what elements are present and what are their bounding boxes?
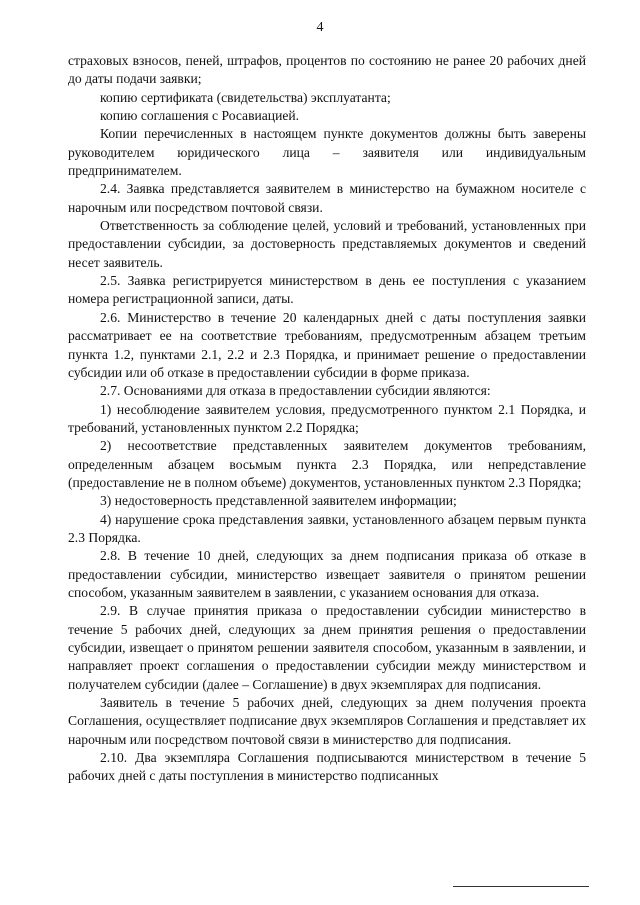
paragraph-2-5: 2.5. Заявка регистрируется министерством в день ее поступления с указанием номера регистрационной записи, даты. — [68, 273, 586, 307]
paragraph-certificate-copy: копию сертификата (свидетельства) эксплуатанта; — [100, 89, 391, 105]
list-item-refusal-2: 2) несоответствие представленных заявителем документов требованиям, определенным абзацем восьмым пункта 2.3 Порядка, или непредставление (предоставление не в полном объеме) документов, установленных пунктом 2.3 Порядка; — [68, 438, 586, 490]
page-number: 4 — [316, 20, 324, 35]
paragraph-2-6: 2.6. Министерство в течение 20 календарных дней с даты поступления заявки рассматривает ее на соответствие требованиям, предусмотренным абзацем третьим пункта 1.2, пунктами 2.1, 2.2 и 2.3 Порядка, и принимает решение о предоставлении субсидии или об отказе в предоставлении субсидии в форме приказа. — [68, 309, 586, 380]
document-body — [68, 52, 586, 786]
paragraph-responsibility: Ответственность за соблюдение целей, условий и требований, установленных при предоставлении субсидии, за достоверность представляемых документов и сведений несет заявитель. — [68, 218, 586, 270]
paragraph-2-7: 2.7. Основаниями для отказа в предоставлении субсидии являются: — [100, 383, 491, 399]
list-item-refusal-3: 3) недостоверность представленной заявителем информации; — [100, 493, 457, 509]
paragraph-agreement-copy: копию соглашения с Росавиацией. — [100, 108, 300, 124]
list-item-refusal-4: 4) нарушение срока представления заявки, установленного абзацем первым пункта 2.3 Порядка. — [68, 511, 586, 545]
paragraph-2-4: 2.4. Заявка представляется заявителем в министерство на бумажном носителе с нарочным или посредством почтовой связи. — [68, 181, 586, 215]
paragraph-continuation: страховых взносов, пеней, штрафов, процентов по состоянию не ранее 20 рабочих дней до даты подачи заявки; — [68, 53, 586, 87]
bottom-rule — [453, 886, 589, 887]
list-item-refusal-1: 1) несоблюдение заявителем условия, предусмотренного пунктом 2.1 Порядка, и требований, установленных пунктом 2.2 Порядка; — [68, 401, 586, 435]
paragraph-applicant-signing: Заявитель в течение 5 рабочих дней, следующих за днем получения проекта Соглашения, осуществляет подписание двух экземпляров Соглашения и представляет их нарочным или посредством почтовой связи в министерство для подписания. — [68, 695, 586, 747]
paragraph-2-9: 2.9. В случае принятия приказа о предоставлении субсидии министерство в течение 5 рабочих дней, следующих за днем принятия решения о предоставлении субсидии, извещает о принятом решении заявителя способом, указанным в заявлении, и направляет проект соглашения о предоставлении субсидии между министерством и получателем субсидии (далее – Соглашение) в двух экземплярах для подписания. — [68, 603, 586, 692]
paragraph-2-8: 2.8. В течение 10 дней, следующих за днем подписания приказа об отказе в предоставлении субсидии, министерство извещает заявителя о принятом решении способом, указанным заявителем в заявлении, с указанием основания для отказа. — [68, 548, 586, 600]
paragraph-2-10: 2.10. Два экземпляра Соглашения подписываются министерством в течение 5 рабочих дней с даты поступления в министерство подписанных — [68, 750, 586, 784]
paragraph-copies-certified: Копии перечисленных в настоящем пункте документов должны быть заверены руководителем юридического лица – заявителя или индивидуальным предпринимателем. — [68, 126, 586, 179]
